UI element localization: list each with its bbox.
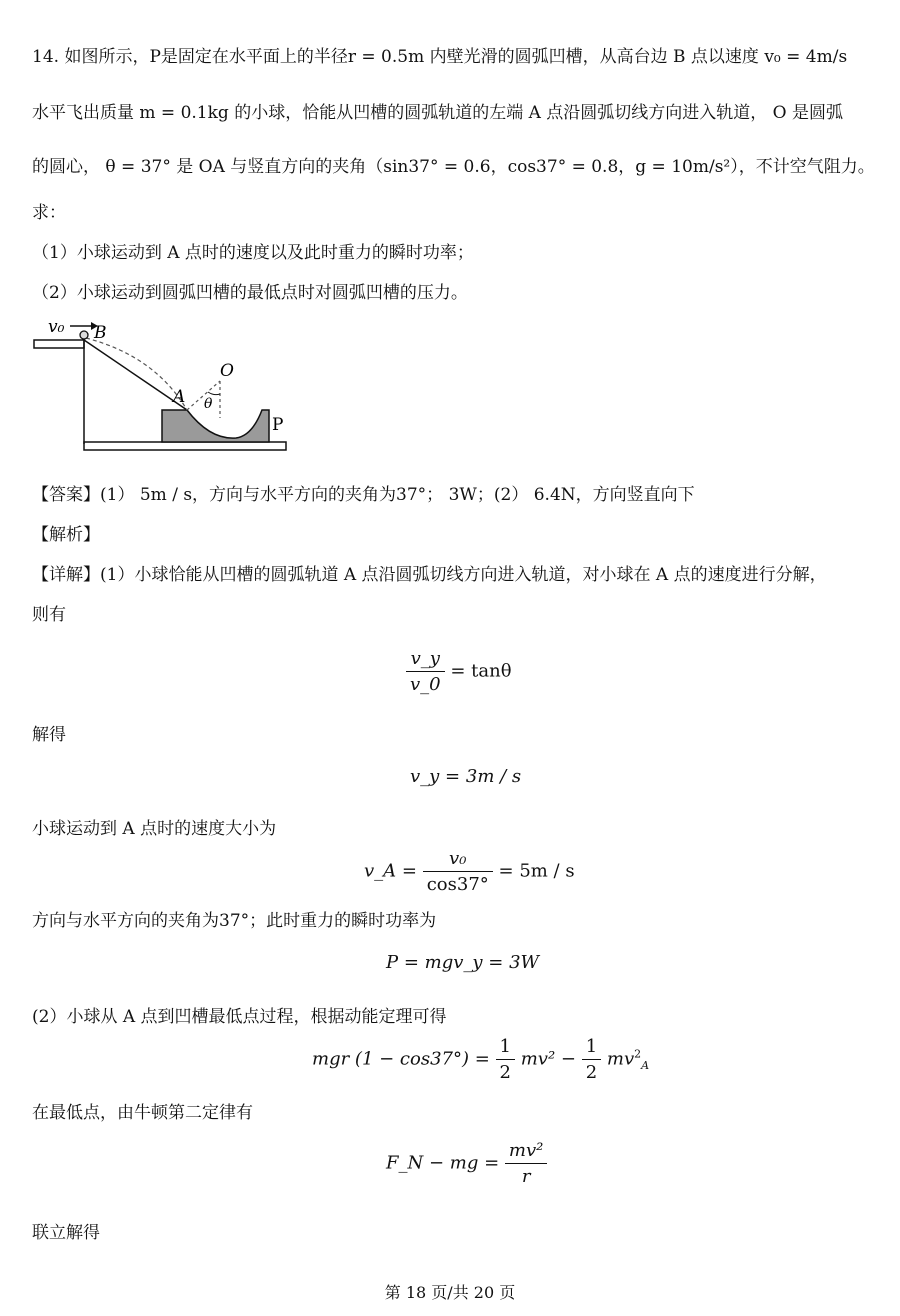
equation-3: v_A = $\frac{\text{v₀}}{\cos 37^\circ}$ = 5m / s	[364, 848, 575, 895]
answer-line: 【答案】(1） 5m / s，方向与水平方向的夹角为37°； 3W；(2） 6.4N，方向竖直向下	[32, 485, 695, 505]
theta-arc	[208, 392, 220, 395]
label-theta: θ	[204, 396, 213, 412]
label-b: B	[94, 323, 107, 343]
equation-5: mgr (1 − cos37°) = $\frac{1}{2}$ mv² − $\frac{1}{2}$ $mv^2_A$	[312, 1036, 650, 1083]
question-line-2: 水平飞出质量 m = 0.1kg 的小球，恰能从凹槽的圆弧轨道的左端 A 点沿圆弧切线方向进入轨道， O 是圆弧	[32, 103, 844, 123]
label-o: O	[220, 361, 234, 381]
detail-intro-b: 则有	[32, 605, 66, 625]
label-p: P	[272, 415, 284, 435]
ball	[80, 331, 88, 339]
arc-groove-P	[162, 410, 269, 442]
page-footer: 第 18 页/共 20 页	[384, 1283, 516, 1302]
physics-diagram	[30, 318, 300, 458]
equation-4: P = mgv_y = 3W	[386, 952, 540, 973]
line-b-to-a	[84, 340, 187, 410]
question-ask: 求：	[32, 203, 66, 223]
newton-text: 在最低点，由牛顿第二定律有	[32, 1103, 253, 1123]
question-part-1: （1）小球运动到 A 点时的速度以及此时重力的瞬时功率；	[32, 243, 474, 263]
equation-1: $\frac{v\_y}{v\_0}$ = tanθ	[406, 648, 512, 695]
equation-2: v_y = 3m / s	[410, 766, 522, 787]
analysis-tag: 【解析】	[32, 525, 100, 545]
question-part-2: （2）小球运动到圆弧凹槽的最低点时对圆弧凹槽的压力。	[32, 283, 468, 303]
high-platform	[34, 340, 84, 348]
direction-text: 方向与水平方向的夹角为37°；此时重力的瞬时功率为	[32, 911, 437, 931]
label-a: A	[173, 387, 186, 407]
ground	[84, 442, 286, 450]
label-v0: v₀	[48, 318, 65, 337]
speed-text: 小球运动到 A 点时的速度大小为	[32, 819, 277, 839]
solve-text-1: 解得	[32, 725, 66, 745]
detail-intro: 【详解】(1）小球恰能从凹槽的圆弧轨道 A 点沿圆弧切线方向进入轨道，对小球在 A 点的速度进行分解，	[32, 565, 827, 585]
equation-6: F_N − mg = $\frac{\text{mv²}}{r}$	[386, 1140, 547, 1187]
part2-text: (2）小球从 A 点到凹槽最低点过程，根据动能定理可得	[32, 1007, 447, 1027]
question-line-3: 的圆心， θ = 37° 是 OA 与竖直方向的夹角（sin37° = 0.6，cos37° = 0.8，g = 10m/s²），不计空气阻力。	[32, 157, 875, 177]
combine-text: 联立解得	[32, 1223, 100, 1243]
question-line-1: 14. 如图所示，P是固定在水平面上的半径r = 0.5m 内壁光滑的圆弧凹槽，从高台边 B 点以速度 v₀ = 4m/s	[32, 47, 848, 67]
